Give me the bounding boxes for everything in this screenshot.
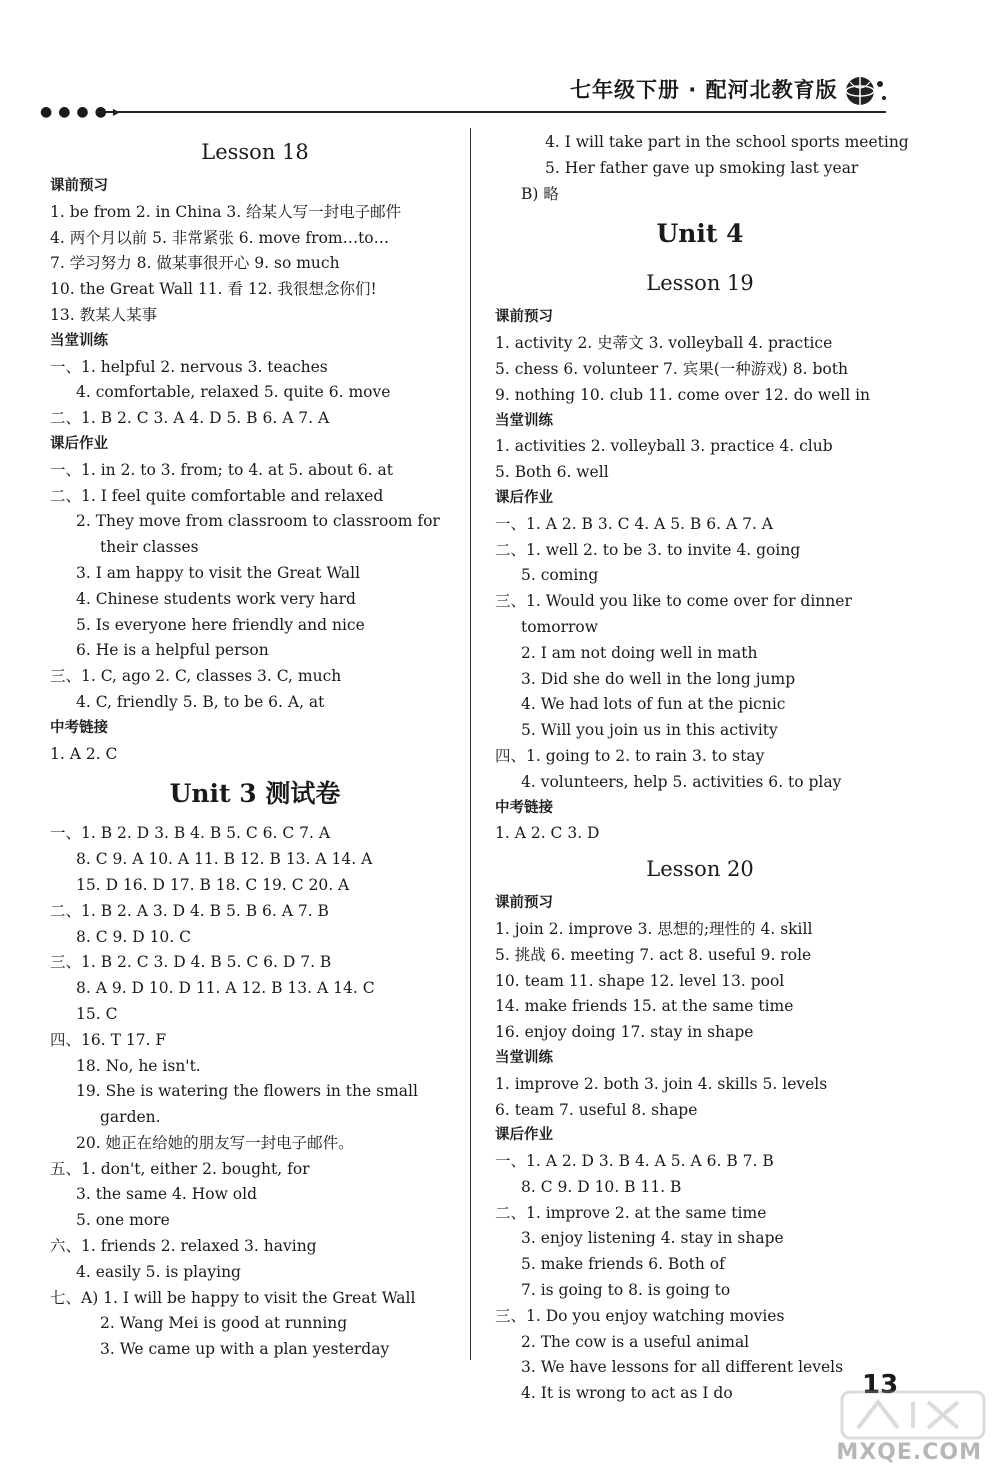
answer-line: 2. I am not doing well in math [521, 643, 758, 662]
answer-line: 15. D 16. D 17. B 18. C 19. C 20. A [76, 875, 350, 894]
answer-line: 3. the same 4. How old [76, 1185, 257, 1204]
section-title: 课前预习 [495, 309, 553, 326]
answer-line: 4. comfortable, relaxed 5. quite 6. move [76, 383, 391, 402]
answer-line: 1. activity 2. 史蒂文 3. volleyball 4. practice [495, 334, 833, 353]
answer-line: 七、A) 1. I will be happy to visit the Great Wall [50, 1288, 416, 1307]
right-column [495, 130, 909, 1407]
answer-line: 1. A 2. C 3. D [495, 824, 600, 843]
answer-line: 4. I will take part in the school sports meeting [545, 133, 909, 151]
answer-line: 1. join 2. improve 3. 思想的;理性的 4. skill [495, 919, 813, 938]
section-title: 当堂训练 [50, 332, 108, 349]
answer-line: 一、1. B 2. D 3. B 4. B 5. C 6. C 7. A [50, 824, 331, 843]
answer-line: 6. team 7. useful 8. shape [495, 1100, 698, 1119]
lesson-19-title: Lesson 19 [646, 271, 754, 296]
answer-line: 2. Wang Mei is good at running [100, 1314, 348, 1333]
answer-line: 3. enjoy listening 4. stay in shape [521, 1229, 784, 1248]
answer-line: 8. C 9. D 10. C [76, 927, 192, 946]
answer-line: 三、1. Would you like to come over for dinner [495, 592, 852, 611]
answer-line: 一、1. A 2. D 3. B 4. A 5. A 6. B 7. B [495, 1152, 774, 1171]
answer-line: 10. team 11. shape 12. level 13. pool [495, 971, 785, 990]
section-title: 当堂训练 [495, 1049, 553, 1066]
answer-line: 2. They move from classroom to classroom for [76, 512, 440, 531]
answer-line: 5. Both 6. well [495, 463, 609, 482]
answer-line: 7. is going to 8. is going to [521, 1281, 731, 1300]
answer-line: 8. C 9. D 10. B 11. B [521, 1177, 682, 1196]
globe-logo-icon [842, 72, 888, 108]
answer-line: 1. improve 2. both 3. join 4. skills 5. levels [495, 1074, 828, 1093]
column-divider [470, 128, 471, 1360]
answer-line: B) 略 [521, 184, 559, 203]
answer-line: 一、1. in 2. to 3. from; to 4. at 5. about 6. at [50, 460, 393, 479]
answer-line: 4. C, friendly 5. B, to be 6. A, at [76, 692, 325, 711]
lesson-18-title: Lesson 18 [201, 140, 309, 164]
answer-line: 5. chess 6. volunteer 7. 宾果(一种游戏) 8. both [495, 359, 848, 378]
lesson-20-title: Lesson 20 [646, 857, 754, 882]
section-title: 课后作业 [495, 489, 553, 506]
answer-line: 4. We had lots of fun at the picnic [521, 695, 786, 714]
unit-3-test-title: Unit 3 测试卷 [169, 779, 341, 809]
page-header [0, 0, 1000, 120]
section-title: 中考链接 [50, 719, 108, 736]
answer-line: 5. coming [521, 566, 599, 585]
left-column [50, 130, 460, 1363]
answer-line: 7. 学习努力 8. 做某事很开心 9. so much [50, 254, 340, 273]
header-rule [96, 111, 886, 113]
answer-line: 8. C 9. A 10. A 11. B 12. B 13. A 14. A [76, 850, 373, 869]
section-title: 课前预习 [495, 895, 553, 912]
answer-line: 5. Is everyone here friendly and nice [76, 615, 365, 634]
answer-line: 1. be from 2. in China 3. 给某人写一封电子邮件 [50, 202, 402, 221]
answer-line: 5. make friends 6. Both of [521, 1255, 725, 1274]
answer-line: 4. 两个月以前 5. 非常紧张 6. move from…to… [50, 228, 390, 247]
answer-line: 1. activities 2. volleyball 3. practice 4. club [495, 437, 833, 456]
answer-line: 3. I am happy to visit the Great Wall [76, 563, 361, 582]
watermark-text: MXQE.COM [836, 1440, 982, 1465]
answer-line: 三、1. B 2. C 3. D 4. B 5. C 6. D 7. B [50, 953, 332, 972]
answer-line: 5. one more [76, 1211, 170, 1230]
answer-line: 二、1. B 2. C 3. A 4. D 5. B 6. A 7. A [50, 409, 330, 428]
answer-line: 二、1. B 2. A 3. D 4. B 5. B 6. A 7. B [50, 901, 329, 920]
answer-line: 4. easily 5. is playing [76, 1262, 241, 1281]
answer-line: 六、1. friends 2. relaxed 3. having [50, 1237, 317, 1256]
answer-line: 18. No, he isn't. [76, 1056, 201, 1075]
answer-line: 6. He is a helpful person [76, 641, 269, 660]
answer-line: garden. [100, 1108, 161, 1127]
answer-line: 16. enjoy doing 17. stay in shape [495, 1023, 754, 1042]
answer-line: 13. 教某人某事 [50, 305, 158, 324]
answer-line: 1. A 2. C [50, 744, 118, 763]
header-dots: ●●●●▸ [40, 104, 126, 120]
section-title: 课前预习 [50, 178, 108, 194]
section-title: 当堂训练 [495, 412, 553, 429]
answer-line: 3. We came up with a plan yesterday [100, 1340, 390, 1359]
answer-line: 4. It is wrong to act as I do [521, 1384, 733, 1403]
answer-line: 四、1. going to 2. to rain 3. to stay [495, 746, 765, 765]
answer-line: 二、1. well 2. to be 3. to invite 4. going [495, 540, 801, 559]
answer-line: tomorrow [521, 617, 599, 636]
answer-line: 4. volunteers, help 5. activities 6. to play [521, 772, 842, 791]
answer-line: 20. 她正在给她的朋友写一封电子邮件。 [76, 1133, 354, 1152]
answer-line: 5. 挑战 6. meeting 7. act 8. useful 9. role [495, 945, 812, 964]
answer-line: 三、1. Do you enjoy watching movies [495, 1306, 785, 1325]
answer-line: 2. The cow is a useful animal [521, 1332, 750, 1351]
answer-line: 3. We have lessons for all different levels [521, 1358, 844, 1377]
answer-line: 4. Chinese students work very hard [76, 589, 356, 608]
answer-line: 8. A 9. D 10. D 11. A 12. B 13. A 14. C [76, 979, 375, 998]
answer-line: 5. Her father gave up smoking last year [545, 158, 859, 177]
answer-line: 一、1. A 2. B 3. C 4. A 5. B 6. A 7. A [495, 514, 773, 533]
header-title: 七年级下册 · 配河北教育版 [570, 78, 838, 102]
answer-line: 一、1. helpful 2. nervous 3. teaches [50, 357, 328, 376]
answer-line: 10. the Great Wall 11. 看 12. 我很想念你们! [50, 280, 377, 299]
section-title: 课后作业 [495, 1127, 553, 1144]
answer-line: 四、16. T 17. F [50, 1030, 167, 1049]
answer-line: 二、1. improve 2. at the same time [495, 1203, 767, 1222]
answer-line: 5. Will you join us in this activity [521, 721, 778, 740]
answer-line: 3. Did she do well in the long jump [521, 669, 796, 688]
page-number: 13 [862, 1370, 899, 1400]
answer-line: 五、1. don't, either 2. bought, for [50, 1159, 310, 1178]
answer-line: 三、1. C, ago 2. C, classes 3. C, much [50, 667, 342, 686]
answer-line: their classes [100, 538, 199, 557]
answer-line: 9. nothing 10. club 11. come over 12. do well in [495, 385, 871, 404]
unit-4-title: Unit 4 [656, 219, 744, 249]
section-title: 课后作业 [50, 435, 108, 452]
answer-line: 19. She is watering the flowers in the small [76, 1082, 418, 1101]
answer-line: 15. C [76, 1004, 118, 1023]
answer-line: 二、1. I feel quite comfortable and relaxed [50, 486, 384, 505]
section-title: 中考链接 [495, 799, 553, 816]
answer-line: 14. make friends 15. at the same time [495, 997, 794, 1016]
